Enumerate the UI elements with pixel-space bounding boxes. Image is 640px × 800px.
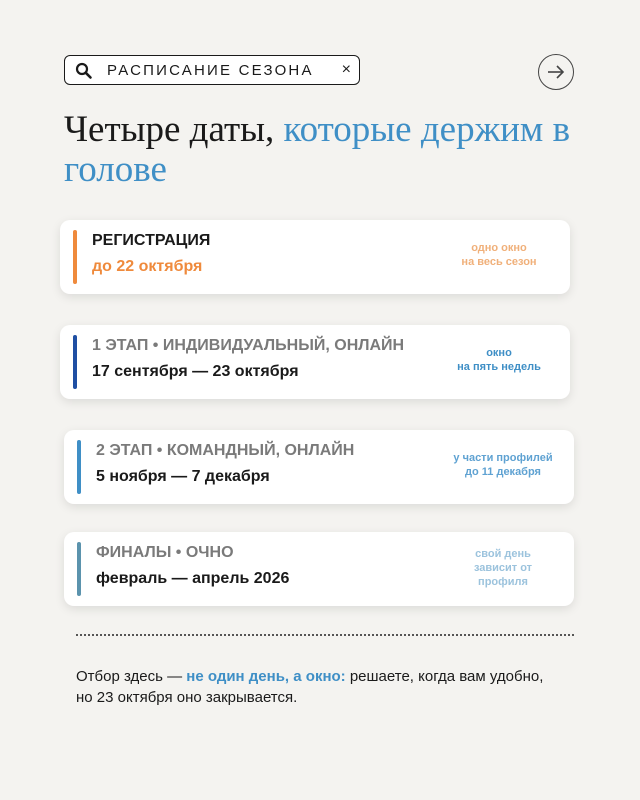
next-button[interactable] [538, 54, 574, 90]
card-note-line: одно окно [471, 242, 527, 254]
card-accent-bar [73, 230, 77, 284]
card-dates: 17 сентября — 23 октября [92, 363, 299, 380]
card-title: РЕГИСТРАЦИЯ [92, 232, 211, 249]
card-registration [60, 220, 570, 294]
card-note-line: профиля [478, 576, 528, 588]
search-bar[interactable] [64, 55, 360, 85]
card-accent-bar [77, 440, 81, 494]
footer-text-end: решаете, когда вам удобно, но 23 октября оно закрывается. [76, 668, 544, 706]
card-note-line: на пять недель [457, 361, 541, 373]
card-dates: февраль — апрель 2026 [96, 570, 290, 587]
title-main: Четыре даты, [64, 109, 284, 150]
card-note-line: зависит от [473, 562, 533, 574]
card-note-line: у части профилей [453, 452, 553, 464]
card-title: ФИНАЛЫ • ОЧНО [96, 544, 234, 561]
card-note-line: до 11 декабря [465, 466, 541, 478]
card-title: 1 ЭТАП • ИНДИВИДУАЛЬНЫЙ, ОНЛАЙН [92, 337, 405, 354]
card-stage-1 [60, 325, 570, 399]
card-dates: 5 ноября — 7 декабря [96, 468, 270, 485]
card-note [448, 547, 558, 589]
card-accent-bar [73, 335, 77, 389]
close-icon[interactable]: × [341, 61, 351, 78]
card-note-line: окно [486, 347, 512, 359]
card-note [444, 241, 554, 269]
card-finals [64, 532, 574, 606]
footer-highlight: не один день, а окно: [186, 668, 346, 685]
card-accent-bar [77, 542, 81, 596]
card-title: 2 ЭТАП • КОМАНДНЫЙ, ОНЛАЙН [96, 442, 355, 459]
page-title [64, 110, 584, 190]
arrow-right-icon [547, 65, 565, 79]
card-note-line: на весь сезон [461, 256, 537, 268]
card-note [444, 346, 554, 374]
title-accent: которые держим в голове [64, 109, 571, 190]
dotted-divider [76, 634, 574, 636]
search-icon [75, 62, 93, 80]
card-dates: до 22 октября [92, 258, 203, 275]
footer-text-start: Отбор здесь — [76, 668, 187, 685]
search-label: РАСПИСАНИЕ СЕЗОНА [107, 62, 314, 79]
footer-text [76, 666, 556, 708]
card-note [448, 451, 558, 479]
card-stage-2 [64, 430, 574, 504]
card-note-line: свой день [475, 548, 531, 560]
